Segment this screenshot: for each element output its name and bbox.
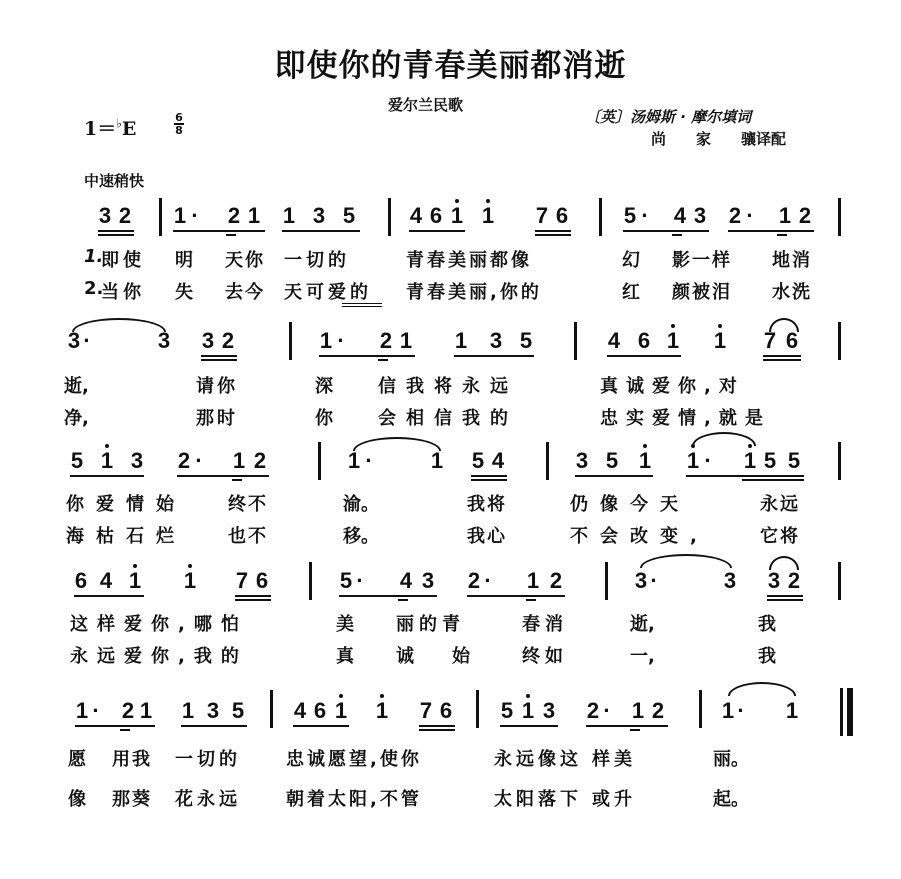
barline: [605, 562, 608, 600]
tempo-marking: 中速稍快: [84, 172, 145, 190]
barline: [309, 562, 312, 600]
barline: [289, 322, 292, 360]
lyricist-credit: 〔英〕汤姆斯 · 摩尔填词: [585, 108, 752, 126]
barline: [574, 322, 577, 360]
barline: [838, 322, 841, 360]
barline: [159, 198, 162, 236]
barline: [318, 442, 321, 480]
time-signature: 6 8: [175, 111, 183, 137]
final-barline: [847, 688, 853, 736]
barline: [476, 690, 479, 728]
barline: [838, 442, 841, 480]
barline: [838, 562, 841, 600]
final-barline: [840, 688, 843, 736]
barline: [838, 198, 841, 236]
barline: [388, 198, 391, 236]
key-signature: 1＝♭E: [84, 116, 137, 140]
song-title: 即使你的青春美丽都消逝: [274, 48, 627, 84]
barline: [270, 690, 273, 728]
barline: [546, 442, 549, 480]
song-origin: 爱尔兰民歌: [388, 96, 464, 114]
barline: [599, 198, 602, 236]
barline: [699, 690, 702, 728]
translator-credit: 尚 家 骧译配: [651, 130, 787, 148]
flat-icon: ♭: [116, 116, 122, 131]
